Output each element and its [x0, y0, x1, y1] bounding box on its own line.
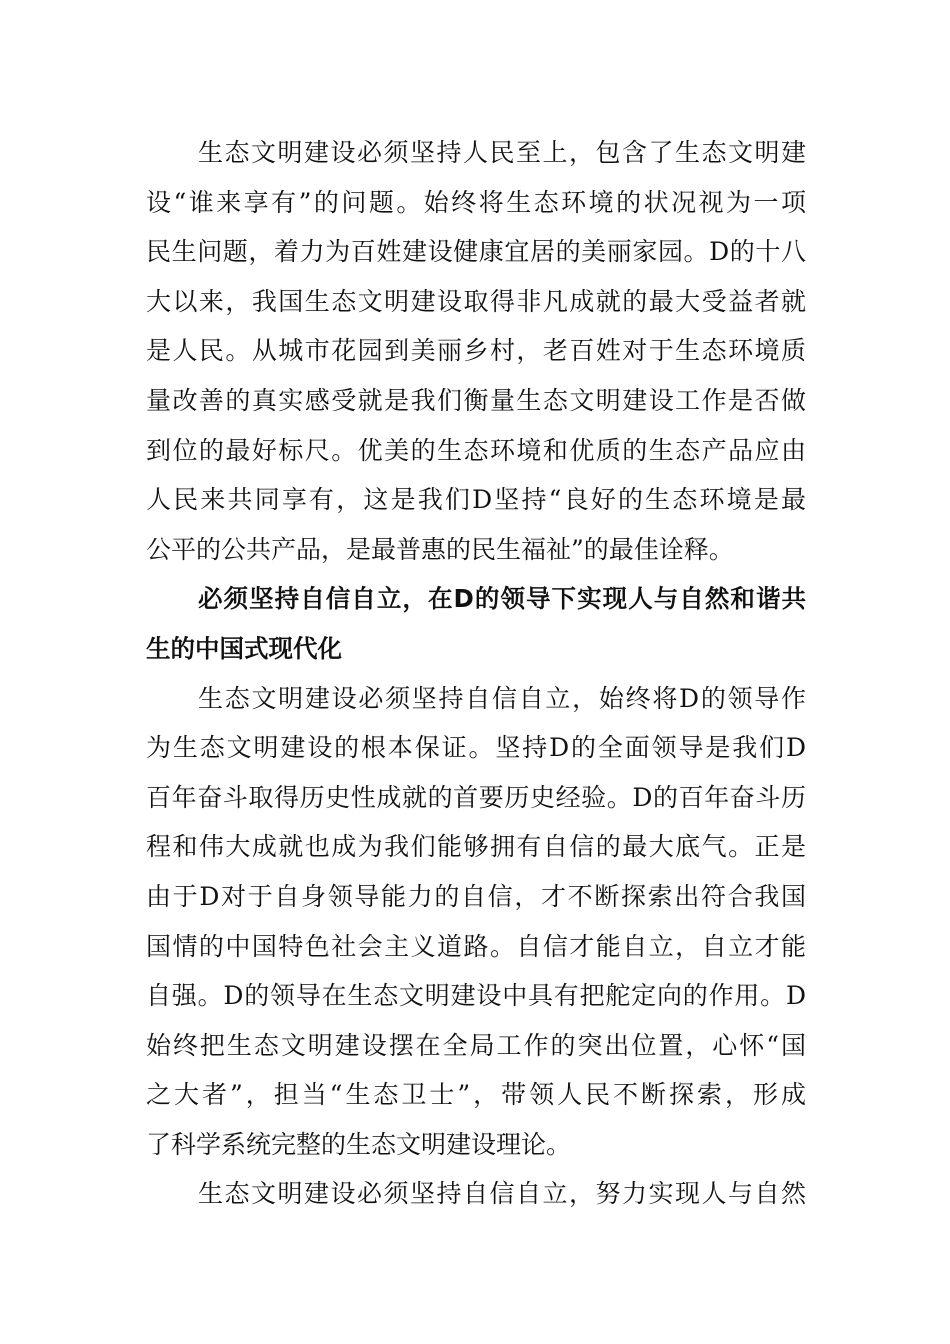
- text-line: 为生态文明建设的根本保证。坚持D的全面领导是我们D: [146, 733, 806, 763]
- text-line: 生态文明建设必须坚持自信自立，始终将D的领导作: [198, 683, 806, 713]
- text-line: 由于D对于自身领导能力的自信，才不断探索出符合我国: [146, 881, 806, 911]
- text-line: 生态文明建设必须坚持自信自立，努力实现人与自然: [198, 1179, 806, 1209]
- text-line: 程和伟大成就也成为我们能够拥有自信的最大底气。正是: [146, 832, 806, 862]
- paragraph-harmony: [146, 1169, 806, 1219]
- text-line: 到位的最好标尺。优美的生态环境和优质的生态产品应由: [146, 435, 806, 465]
- text-line: 设“谁来享有”的问题。始终将生态环境的状况视为一项: [146, 187, 806, 217]
- text-line: 始终把生态文明建设摆在全局工作的突出位置，心怀“国: [146, 1030, 806, 1060]
- text-line: 民生问题，着力为百姓建设健康宜居的美丽家园。D的十八: [146, 237, 806, 267]
- paragraph-people-first: [146, 128, 806, 574]
- text-line: 量改善的真实感受就是我们衡量生态文明建设工作是否做: [146, 385, 806, 415]
- section-heading: [146, 574, 806, 673]
- text-line: 是人民。从城市花园到美丽乡村，老百姓对于生态环境质: [146, 336, 806, 366]
- paragraph-self-confidence: [146, 674, 806, 1170]
- text-line: 人民来共同享有，这是我们D坚持“良好的生态环境是最: [146, 485, 806, 515]
- text-line: 国情的中国特色社会主义道路。自信才能自立，自立才能: [146, 931, 806, 961]
- text-line: 公平的公共产品，是最普惠的民生福祉”的最佳诠释。: [146, 534, 734, 564]
- text-line: 大以来，我国生态文明建设取得非凡成就的最大受益者就: [146, 286, 806, 316]
- heading-line: 必须坚持自信自立，在D的领导下实现人与自然和谐共: [198, 584, 806, 614]
- text-line: 百年奋斗取得历史性成就的首要历史经验。D的百年奋斗历: [146, 782, 806, 812]
- text-line: 自强。D的领导在生态文明建设中具有把舵定向的作用。D: [146, 981, 806, 1011]
- text-line: 之大者”，担当“生态卫士”，带领人民不断探索，形成: [146, 1080, 806, 1110]
- text-line: 了科学系统完整的生态文明建设理论。: [146, 1129, 572, 1159]
- heading-line: 生的中国式现代化: [146, 633, 342, 663]
- document-page: [146, 128, 806, 1219]
- text-line: 生态文明建设必须坚持人民至上，包含了生态文明建: [198, 138, 806, 167]
